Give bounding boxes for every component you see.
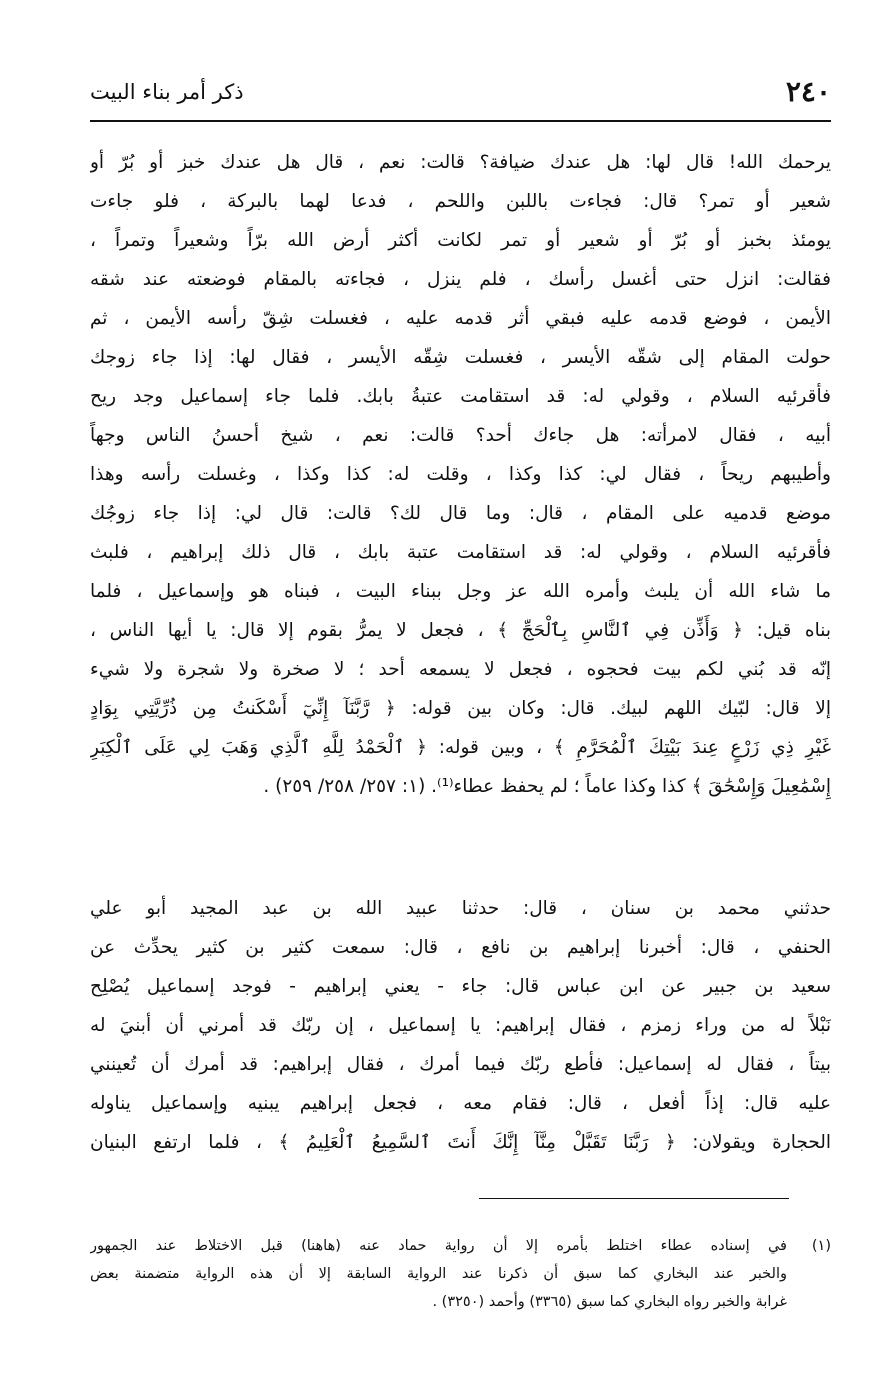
text-line: إنّه قد بُني لكم بيت فحجوه ، فجعل لا يسمعه أحد ؛ لا صخرة ولا شجرة ولا شيء — [90, 659, 831, 680]
text-line: يرحمك الله! قال لها: هل عندك ضيافة؟ قالت: نعم ، قال هل عندك خبز أو بُرّ أو — [90, 152, 831, 173]
text-line: سعيد بن جبير عن ابن عباس قال: جاء - يعني إبراهيم - فوجد إسماعيل يُصْلِح — [90, 976, 831, 997]
text-line: بناه قيل: ﴿ وَأَذِّن فِي ٱلنَّاسِ بِٱلْحَجِّ ﴾ ، فجعل لا يمرُّ بقوم إلا قال: يا أيها الناس ، — [90, 620, 831, 641]
text-line: وأطيبهم ريحاً ، فقال لي: كذا وكذا ، وقلت له: كذا وكذا ، وغسلت رأسه وهذا — [90, 464, 831, 485]
footnote-marker: (١) — [811, 1238, 831, 1254]
footnote-line: غرابة والخبر رواه البخاري كما سبق (٣٣٦٥) وأحمد (٣٢٥٠) . — [432, 1294, 787, 1310]
text-line: يومئذ بخبز أو بُرّ أو شعير أو تمر لكانت أكثر أرض الله برّاً وشعيراً وتمراً ، — [90, 230, 831, 251]
page-number: ٢٤٠ — [785, 75, 831, 108]
text-line: فأقرئيه السلام ، وقولي له: قد استقامت عتبةُ بابك. فلما جاء إسماعيل وجد ريح — [90, 386, 831, 407]
paragraph-1 — [90, 143, 831, 806]
text-line: الحنفي ، قال: أخبرنا إبراهيم بن نافع ، قال: سمعت كثير بن كثير يحدِّث عن — [90, 937, 831, 958]
text-line: الأيمن ، فوضع قدمه عليه فبقي أثر قدمه عليه ، فغسلت شِقّ رأسه الأيمن ، ثم — [90, 308, 831, 329]
footnote-text — [90, 1232, 787, 1316]
text-line: أبيه ، فقال لامرأته: هل جاءك أحد؟ قالت: نعم ، شيخ أحسنُ الناس وجهاً — [90, 425, 831, 446]
text-line: الحجارة ويقولان: ﴿ رَبَّنَا تَقَبَّلْ مِنَّآ إِنَّكَ أَنتَ ٱلسَّمِيعُ ٱلْعَلِيمُ ﴾ ، فلما ارتفع البنيان — [90, 1132, 831, 1153]
paragraph-2 — [90, 889, 831, 1162]
text-line: إِسْمَٰعِيلَ وَإِسْحَٰقَ ﴾ كذا وكذا عاماً ؛ لم يحفظ عطاء⁽¹⁾. (١: ٢٥٧/ ٢٥٨/ ٢٥٩) . — [263, 776, 831, 797]
text-line: موضع قدميه على المقام ، قال: وما قال لك؟ قالت: قال لي: إذا جاء زوجُك — [90, 503, 831, 524]
text-line: إلا قال: لبّيك اللهم لبيك. قال: وكان بين قوله: ﴿ رَّبَّنَآ إِنِّيٓ أَسْكَنتُ مِن ذُرِّيَّتِي بِوَادٍ — [90, 698, 831, 719]
running-title: ذكر أمر بناء البيت — [90, 80, 244, 104]
text-line: فأقرئيه السلام ، وقولي له: قد استقامت عتبة بابك ، قال ذلك إبراهيم ، فلبث — [90, 542, 831, 563]
text-line: حدثني محمد بن سنان ، قال: حدثنا عبيد الله بن عبد المجيد أبو علي — [90, 898, 831, 919]
footnote-divider — [479, 1198, 789, 1199]
header-divider — [90, 120, 831, 122]
page-header — [90, 72, 831, 112]
text-line: شعير أو تمر؟ قال: فجاءت باللبن واللحم ، فدعا لهما بالبركة ، فلو جاءت — [90, 191, 831, 212]
text-line: حولت المقام إلى شقّه الأيسر ، فغسلت شِقّه الأيسر ، فقال لها: إذا جاء زوجك — [90, 347, 831, 368]
text-line: ما شاء الله أن يلبث وأمره الله عز وجل ببناء البيت ، فبناه هو وإسماعيل ، فلما — [90, 581, 831, 602]
text-line: عليه قال: إذاً أفعل ، قال: فقام معه ، فجعل إبراهيم يبنيه وإسماعيل يناوله — [90, 1093, 831, 1114]
text-line: بيتاً ، فقال له إسماعيل: فأطع ربّك فيما أمرك ، فقال إبراهيم: قد أمرك أن تُعينني — [90, 1054, 831, 1075]
text-line: نَبْلاً له من وراء زمزم ، فقال إبراهيم: يا إسماعيل ، إن ربّك قد أمرني أن أبنيَ له — [90, 1015, 831, 1036]
footnote — [90, 1232, 831, 1316]
text-line: فقالت: انزل حتى أغسل رأسك ، فلم ينزل ، فجاءته بالمقام فوضعته عند شقه — [90, 269, 831, 290]
text-line: غَيْرِ ذِي زَرْعٍ عِندَ بَيْتِكَ ٱلْمُحَرَّمِ ﴾ ، وبين قوله: ﴿ ٱلْحَمْدُ لِلَّهِ ٱلَّذِي وَهَبَ لِي عَلَى ٱلْكِبَرِ — [90, 737, 831, 758]
footnote-line: والخبر عند البخاري كما سبق أن ذكرنا عند الرواية السابقة إلا أن هذه الرواية متضمنة بعض — [90, 1266, 787, 1282]
footnote-line: في إسناده عطاء اختلط بأمره إلا أن رواية حماد عنه (هاهنا) قبل الاختلاط عند الجمهور — [90, 1238, 787, 1254]
